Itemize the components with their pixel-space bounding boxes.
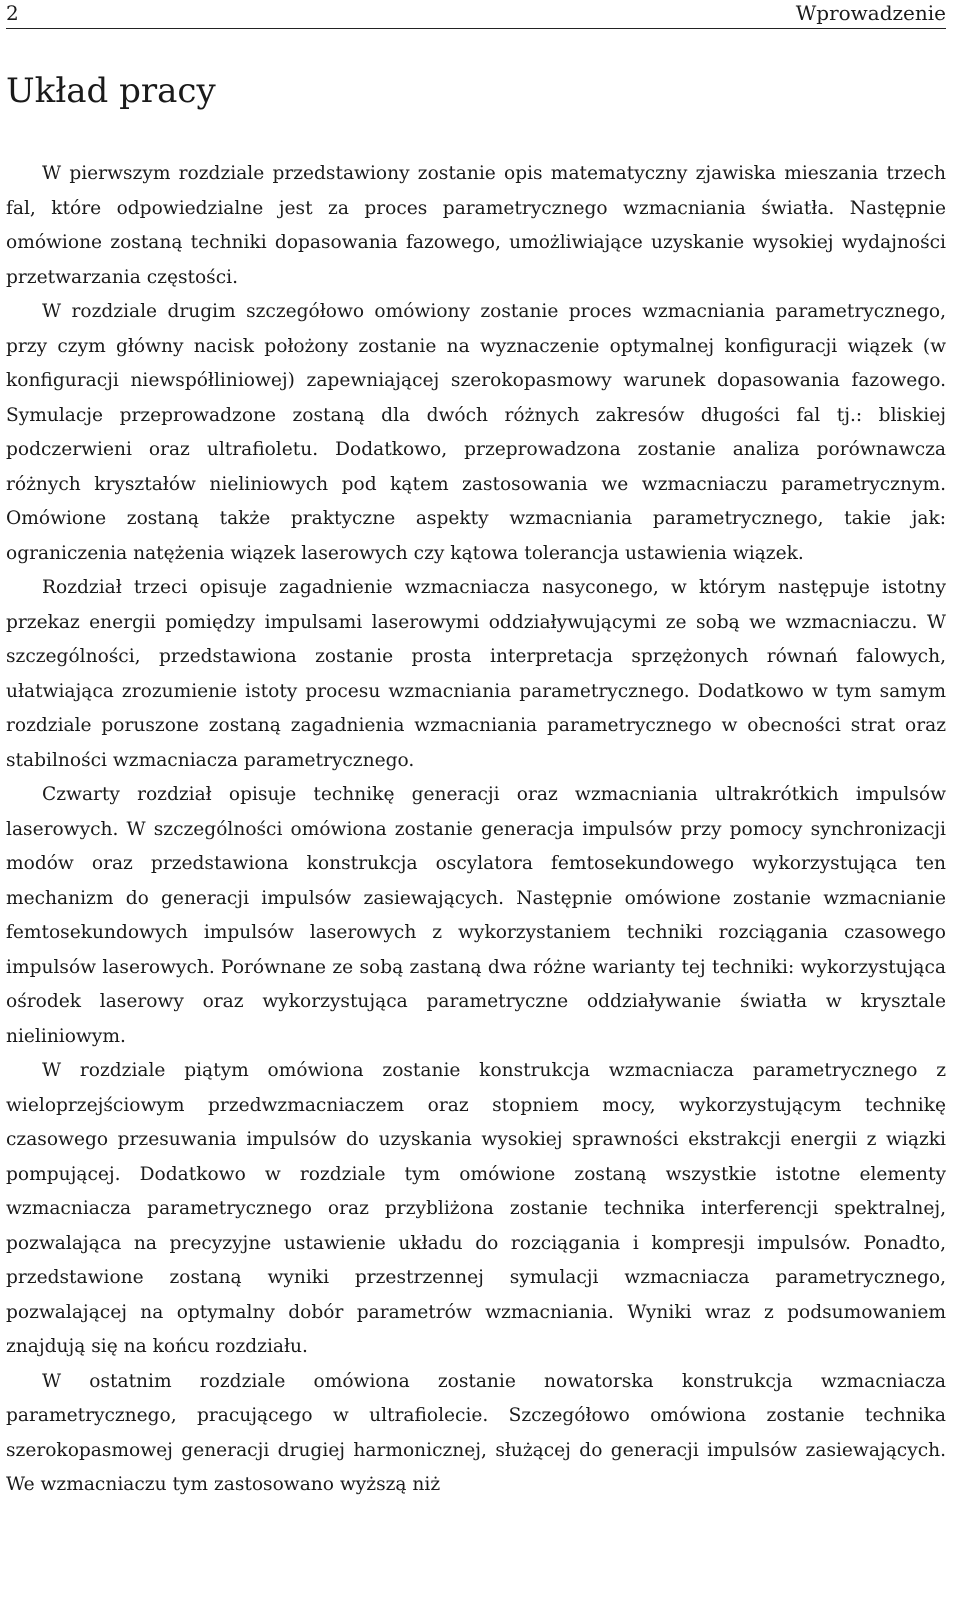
document-page [6,0,946,1600]
chapter-title: Układ pracy [6,71,216,111]
paragraph: W rozdziale piątym omówiona zostanie konstrukcja wzmacniacza parametrycznego z wieloprzejściowym przedwzmacniaczem oraz stopniem mocy, wykorzystującym technikę czasowego przesuwania impulsów do uzyskania wysokiej sprawności ekstrakcji energii z wiązki pompującej. Dodatkowo w rozdziale tym omówione zostaną wszystkie istotne elementy wzmacniacza parametrycznego oraz przybliżona zostanie technika interferencji spektralnej, pozwalająca na precyzyjne ustawienie układu do rozciągania i kompresji impulsów. Ponadto, przedstawione zostaną wyniki przestrzennej symulacji wzmacniacza parametrycznego, pozwalającej na optymalny dobór parametrów wzmacniania. Wyniki wraz z podsumowaniem znajdują się na końcu rozdziału. [6,1060,946,1357]
paragraph: W rozdziale drugim szczegółowo omówiony zostanie proces wzmacniania parametrycznego, przy czym główny nacisk położony zostanie na wyznaczenie optymalnej konfiguracji wiązek (w konfiguracji niewspółliniowej) zapewniającej szerokopasmowy warunek dopasowania fazowego. Symulacje przeprowadzone zostaną dla dwóch różnych zakresów długości fal tj.: bliskiej podczerwieni oraz ultrafioletu. Dodatkowo, przeprowadzona zostanie analiza porównawcza różnych kryształów nieliniowych pod kątem zastosowania we wzmacniaczu parametrycznym. Omówione zostaną także praktyczne aspekty wzmacniania parametrycznego, takie jak: ograniczenia natężenia wiązek laserowych czy kątowa tolerancja ustawienia wiązek. [6,301,946,564]
body-text [6,157,946,1503]
running-header [6,0,946,29]
paragraph: Rozdział trzeci opisuje zagadnienie wzmacniacza nasyconego, w którym następuje istotny przekaz energii pomiędzy impulsami laserowymi oddziaływującymi ze sobą we wzmacniaczu. W szczególności, przedstawiona zostanie prosta interpretacja sprzężonych równań falowych, ułatwiająca zrozumienie istoty procesu wzmacniania parametrycznego. Dodatkowo w tym samym rozdziale poruszone zostaną zagadnienia wzmacniania parametrycznego w obecności strat oraz stabilności wzmacniacza parametrycznego. [6,577,946,771]
paragraph: Czwarty rozdział opisuje technikę generacji oraz wzmacniania ultrakrótkich impulsów laserowych. W szczególności omówiona zostanie generacja impulsów przy pomocy synchronizacji modów oraz przedstawiona konstrukcja oscylatora femtosekundowego wykorzystująca ten mechanizm do generacji impulsów zasiewających. Następnie omówione zostanie wzmacnianie femtosekundowych impulsów laserowych z wykorzystaniem techniki rozciągania czasowego impulsów laserowych. Porównane ze sobą zastaną dwa różne warianty tej techniki: wykorzystująca ośrodek laserowy oraz wykorzystująca parametryczne oddziaływanie światła w krysztale nieliniowym. [6,784,946,1047]
paragraph: W pierwszym rozdziale przedstawiony zostanie opis matematyczny zjawiska mieszania trzech fal, które odpowiedzialne jest za proces parametrycznego wzmacniania światła. Następnie omówione zostaną techniki dopasowania fazowego, umożliwiające uzyskanie wysokiej wydajności przetwarzania częstości. [6,163,946,288]
paragraph: W ostatnim rozdziale omówiona zostanie nowatorska konstrukcja wzmacniacza parametrycznego, pracującego w ultrafiolecie. Szczegółowo omówiona zostanie technika szerokopasmowej generacji drugiej harmonicznej, służącej do generacji impulsów zasiewających. We wzmacniaczu tym zastosowano wyższą niż [6,1370,946,1495]
running-header-title: Wprowadzenie [795,1,946,25]
page-number: 2 [6,1,19,25]
